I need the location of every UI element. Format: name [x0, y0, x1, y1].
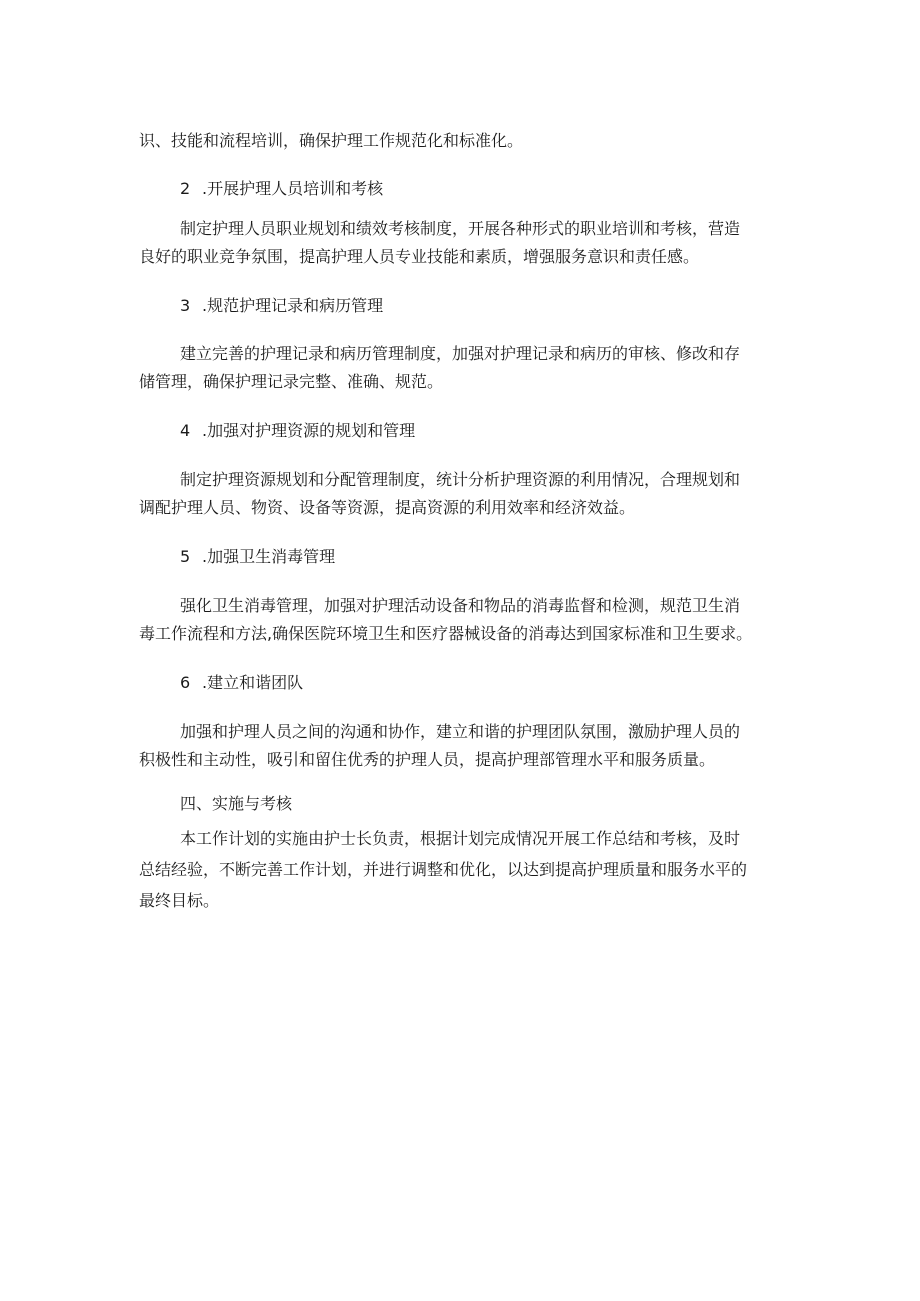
part-4-heading: 四、实施与考核 [180, 794, 293, 813]
section-6-line-1: 加强和护理人员之间的沟通和协作，建立和谐的护理团队氛围，激励护理人员的 [180, 722, 741, 741]
intro-tail-line: 识、技能和流程培训，确保护理工作规范化和标准化。 [139, 131, 524, 150]
part-4-line-2: 总结经验，不断完善工作计划，并进行调整和优化，以达到提高护理质量和服务水平的 [139, 860, 748, 879]
section-4-line-1: 制定护理资源规划和分配管理制度，统计分析护理资源的利用情况，合理规划和 [180, 470, 741, 489]
section-6-title: .建立和谐团队 [202, 673, 304, 692]
section-4-heading [180, 421, 415, 441]
section-4-title: .加强对护理资源的规划和管理 [202, 421, 416, 440]
section-2-title: .开展护理人员培训和考核 [202, 179, 384, 198]
section-5-line-2: 毒工作流程和方法,确保医院环境卫生和医疗器械设备的消毒达到国家标准和卫生要求。 [139, 624, 753, 643]
section-6-heading [180, 673, 303, 693]
section-5-heading [180, 547, 335, 567]
section-2-line-2: 良好的职业竞争氛围，提高护理人员专业技能和素质，增强服务意识和责任感。 [139, 247, 700, 266]
part-4-line-3: 最终目标。 [139, 891, 220, 910]
section-2-number: 2 [180, 179, 191, 198]
section-6-line-2: 积极性和主动性，吸引和留住优秀的护理人员，提高护理部管理水平和服务质量。 [139, 750, 716, 769]
section-5-number: 5 [180, 547, 191, 566]
section-4-line-2: 调配护理人员、物资、设备等资源，提高资源的利用效率和经济效益。 [139, 498, 636, 517]
section-3-heading [180, 296, 383, 316]
section-5-title: .加强卫生消毒管理 [202, 547, 336, 566]
section-2-heading [180, 179, 383, 199]
section-4-number: 4 [180, 421, 191, 440]
section-3-title: .规范护理记录和病历管理 [202, 296, 384, 315]
section-3-line-1: 建立完善的护理记录和病历管理制度，加强对护理记录和病历的审核、修改和存 [180, 344, 741, 363]
section-6-number: 6 [180, 673, 191, 692]
part-4-line-1: 本工作计划的实施由护士长负责，根据计划完成情况开展工作总结和考核，及时 [180, 829, 741, 848]
section-3-number: 3 [180, 296, 191, 315]
section-3-line-2: 储管理，确保护理记录完整、准确、规范。 [139, 372, 444, 391]
section-2-line-1: 制定护理人员职业规划和绩效考核制度，开展各种形式的职业培训和考核，营造 [180, 219, 741, 238]
section-5-line-1: 强化卫生消毒管理，加强对护理活动设备和物品的消毒监督和检测，规范卫生消 [180, 596, 741, 615]
